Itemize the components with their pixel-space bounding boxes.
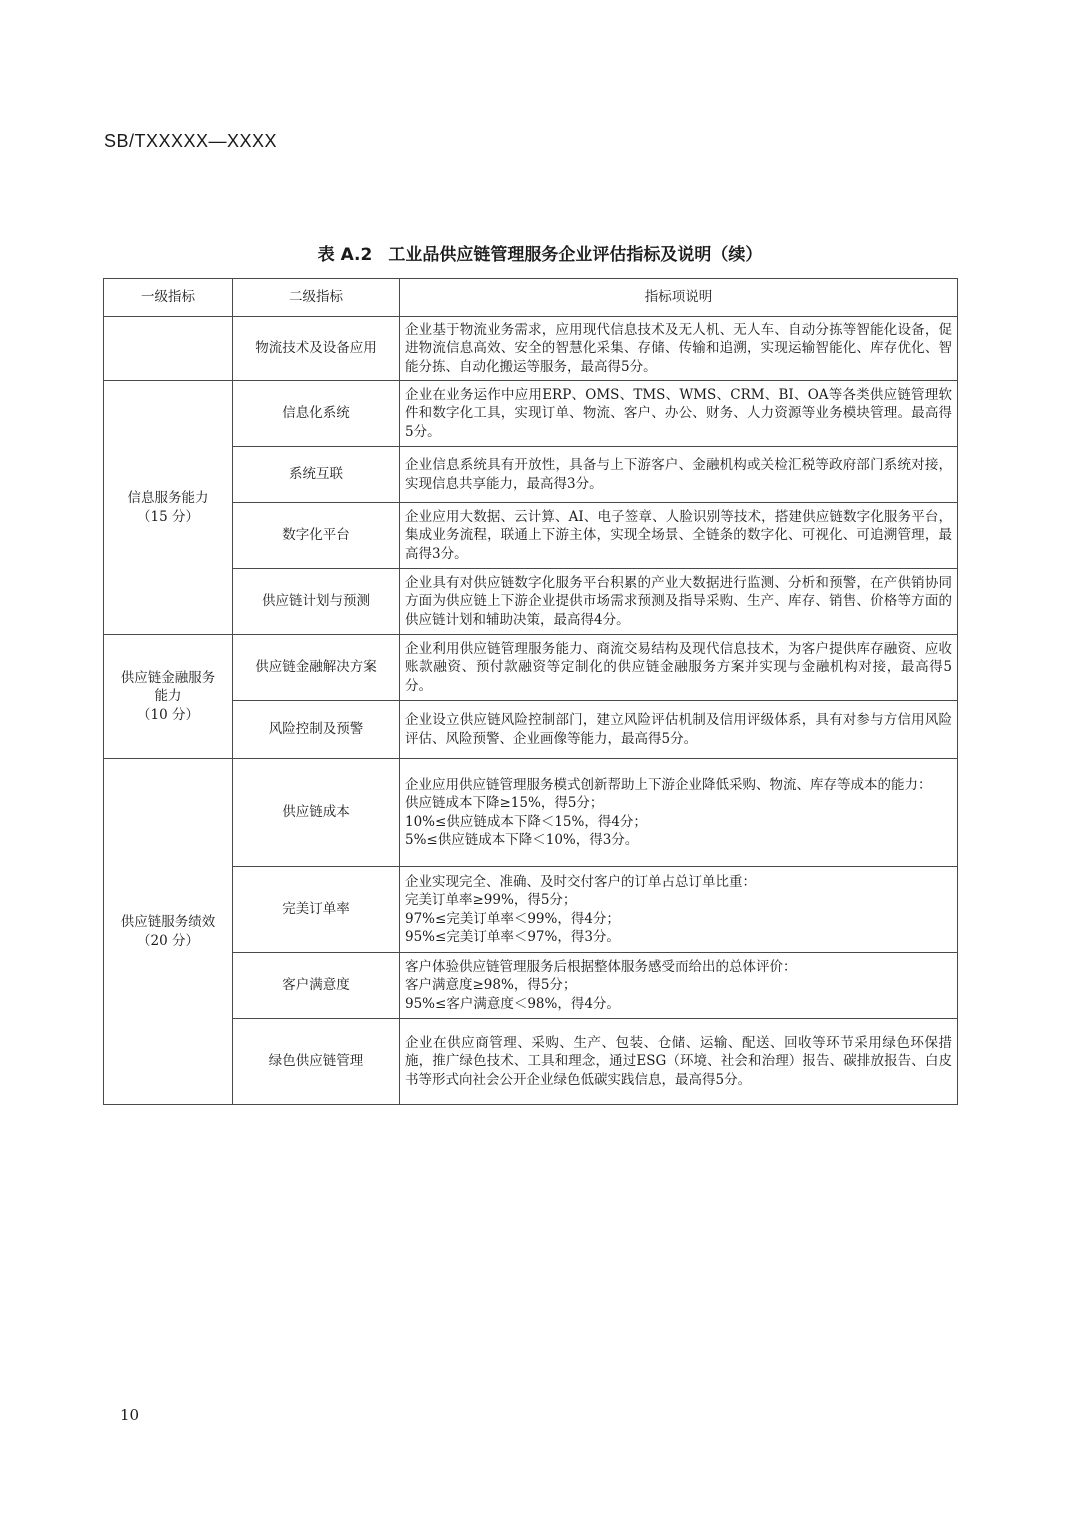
level2-cell: 完美订单率 [233, 867, 400, 953]
level2-cell: 供应链计划与预测 [233, 569, 400, 635]
level2-cell: 数字化平台 [233, 503, 400, 569]
level1-cell [104, 317, 233, 381]
table-row [104, 381, 958, 447]
description-cell: 企业设立供应链风险控制部门，建立风险评估机制及信用评级体系，具有对参与方信用风险评估、风险预警、企业画像等能力，最高得5分。 [400, 701, 958, 759]
level1-name: 供应链金融服务能力 [120, 670, 216, 705]
level2-cell: 客户满意度 [233, 953, 400, 1019]
description-cell [400, 867, 958, 953]
level2-cell: 风险控制及预警 [233, 701, 400, 759]
description-cell: 企业信息系统具有开放性，具备与上下游客户、金融机构或关检汇税等政府部门系统对接，实现信息共享能力，最高得3分。 [400, 447, 958, 503]
level1-name: 供应链服务绩效 [120, 914, 216, 931]
table-title [0, 240, 1080, 265]
level1-cell [104, 635, 233, 759]
level2-cell: 供应链金融解决方案 [233, 635, 400, 701]
document-code: SB/TXXXXX—XXXX [104, 131, 278, 151]
description-cell: 企业在供应商管理、采购、生产、包装、仓储、运输、配送、回收等环节采用绿色环保措施，推广绿色技术、工具和理念，通过ESG（环境、社会和治理）报告、碳排放报告、白皮书等形式向社会公开企业绿色低碳实践信息，最高得5分。 [400, 1019, 958, 1105]
description-line: 客户体验供应链管理服务后根据整体服务感受而给出的总体评价： [405, 959, 797, 976]
description-cell [400, 759, 958, 867]
description-cell: 企业利用供应链管理服务能力、商流交易结构及现代信息技术，为客户提供库存融资、应收账款融资、预付款融资等定制化的供应链金融服务方案并实现与金融机构对接，最高得5分。 [400, 635, 958, 701]
description-cell [400, 953, 958, 1019]
description-line: 供应链成本下降≥15%，得5分； [405, 795, 604, 812]
column-header-level1: 一级指标 [104, 279, 233, 317]
table-title-label: 表 A.2 [317, 245, 373, 265]
table-row [104, 701, 958, 759]
level2-cell: 物流技术及设备应用 [233, 317, 400, 381]
description-cell: 企业在业务运作中应用ERP、OMS、TMS、WMS、CRM、BI、OA等各类供应链管理软件和数字化工具，实现订单、物流、客户、办公、财务、人力资源等业务模块管理。最高得5分。 [400, 381, 958, 447]
level1-score: （20 分） [137, 932, 199, 949]
level2-cell: 绿色供应链管理 [233, 1019, 400, 1105]
level1-score: （10 分） [137, 706, 199, 723]
column-header-level2: 二级指标 [233, 279, 400, 317]
description-line: 10%≤供应链成本下降＜15%，得4分； [405, 813, 647, 830]
level1-score: （15 分） [137, 508, 199, 525]
description-cell: 企业具有对供应链数字化服务平台积累的产业大数据进行监测、分析和预警，在产供销协同方面为供应链上下游企业提供市场需求预测及指导采购、生产、库存、销售、价格等方面的供应链计划和辅助决策，最高得4分。 [400, 569, 958, 635]
column-header-description: 指标项说明 [400, 279, 958, 317]
level2-cell: 信息化系统 [233, 381, 400, 447]
table-row [104, 503, 958, 569]
description-line: 5%≤供应链成本下降＜10%，得3分。 [405, 831, 639, 848]
description-cell: 企业应用大数据、云计算、AI、电子签章、人脸识别等技术，搭建供应链数字化服务平台，集成业务流程，联通上下游主体，实现全场景、全链条的数字化、可视化、可追溯管理，最高得3分。 [400, 503, 958, 569]
description-cell: 企业基于物流业务需求，应用现代信息技术及无人机、无人车、自动分拣等智能化设备，促进物流信息高效、安全的智慧化采集、存储、传输和追溯，实现运输智能化、库存优化、智能分拣、自动化搬运等服务，最高得5分。 [400, 317, 958, 381]
table-row [104, 447, 958, 503]
description-line: 95%≤完美订单率＜97%，得3分。 [405, 928, 620, 945]
table-row [104, 759, 958, 867]
evaluation-table [103, 278, 958, 1105]
page-number: 10 [120, 1406, 140, 1424]
level2-cell: 系统互联 [233, 447, 400, 503]
table-row [104, 867, 958, 953]
table-row [104, 317, 958, 381]
table-header-row [104, 279, 958, 317]
description-line: 完美订单率≥99%，得5分； [405, 892, 577, 909]
description-line: 客户满意度≥98%，得5分； [405, 977, 577, 994]
table-row [104, 1019, 958, 1105]
table-row [104, 953, 958, 1019]
description-line: 企业实现完全、准确、及时交付客户的订单占总订单比重： [405, 874, 756, 891]
level2-cell: 供应链成本 [233, 759, 400, 867]
description-line: 95%≤客户满意度＜98%，得4分。 [405, 995, 620, 1012]
description-line: 97%≤完美订单率＜99%，得4分； [405, 910, 620, 927]
description-line: 企业应用供应链管理服务模式创新帮助上下游企业降低采购、物流、库存等成本的能力： [405, 777, 932, 794]
table-title-text: 工业品供应链管理服务企业评估指标及说明（续） [388, 245, 763, 265]
table-row [104, 569, 958, 635]
level1-cell [104, 381, 233, 635]
level1-cell [104, 759, 233, 1105]
level1-name: 信息服务能力 [127, 490, 209, 507]
table-row [104, 635, 958, 701]
